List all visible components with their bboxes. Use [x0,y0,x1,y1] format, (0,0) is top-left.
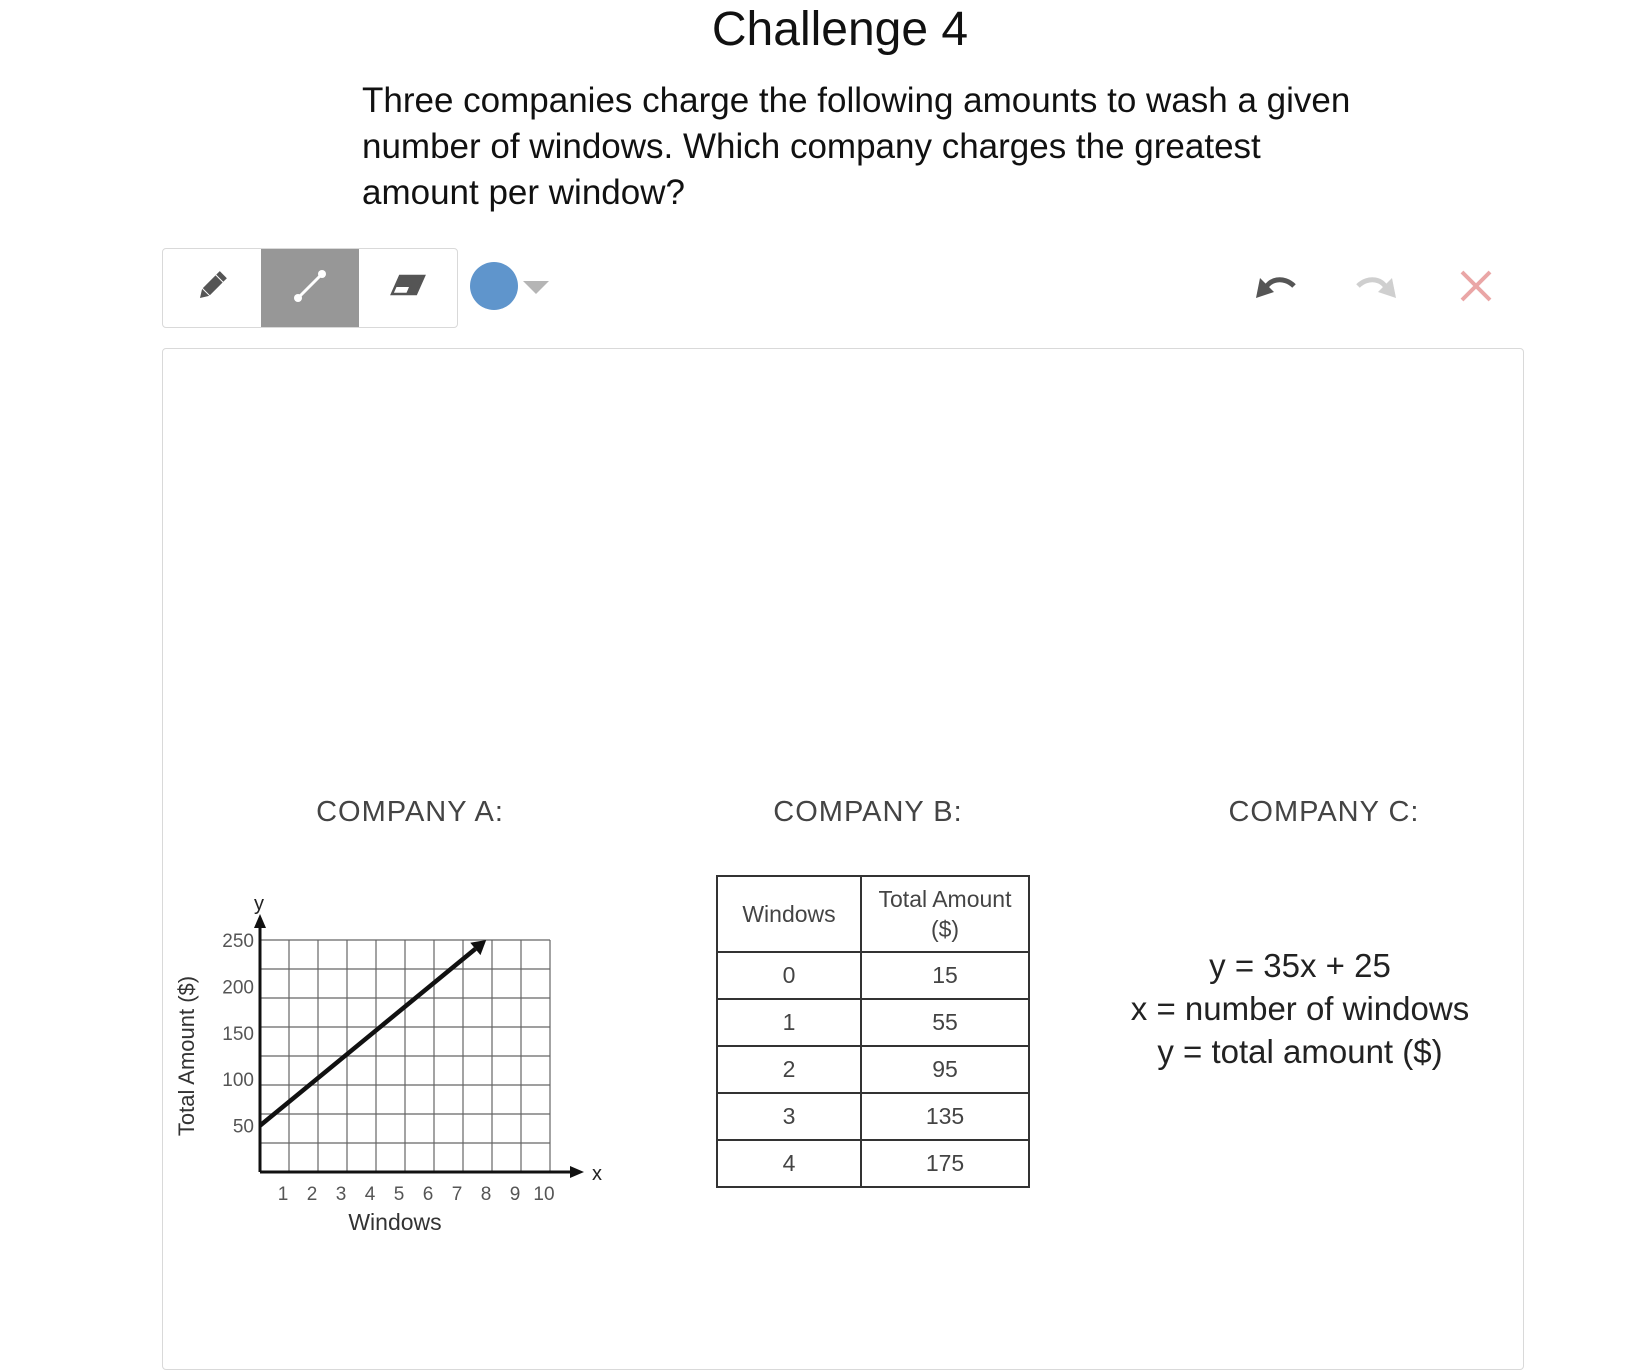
question-text: Three companies charge the following amounts to wash a given number of windows. Which company charges the greatest amount per window? [362,81,1351,212]
table-cell: 1 [717,999,861,1046]
pencil-tool-button[interactable] [163,249,261,327]
equation-line: y = total amount ($) [1157,1033,1443,1070]
table-cell: 4 [717,1140,861,1187]
table-header-row [717,876,1029,952]
equation-line: x = number of windows [1130,990,1470,1027]
x-tick-label: 7 [451,1184,463,1205]
y-tick-label: 200 [222,977,254,999]
x-tick-label: 8 [480,1184,492,1205]
drawing-tools [162,248,458,328]
line-tool-button[interactable] [261,249,359,327]
company-c-equation-block [1090,944,1510,1073]
y-tick-label: 250 [222,931,254,952]
x-tick-label: 3 [335,1184,347,1205]
equation-line: y = 35x + 25 [1209,947,1391,984]
table-cell: 3 [717,1093,861,1140]
redo-icon [1354,268,1398,309]
company-c-label: COMPANY C: [1228,796,1420,828]
table-row [717,1046,1029,1093]
x-axis-name: x [592,1163,602,1185]
table-row [717,999,1029,1046]
eraser-tool-button[interactable] [359,249,457,327]
table-cell: 15 [861,952,1029,999]
y-axis-name: y [254,893,264,915]
y-tick-label: 100 [222,1070,254,1092]
x-tick-label: 10 [533,1184,555,1205]
table-row [717,952,1029,999]
table-cell: 95 [861,1046,1029,1093]
y-axis-arrow [254,914,266,928]
redo-button[interactable] [1352,264,1400,312]
eraser-icon [388,266,428,311]
series-line [260,949,475,1126]
x-tick-label: 2 [306,1184,318,1205]
x-axis-arrow [570,1166,584,1178]
company-a-label: COMPANY A: [316,796,504,828]
color-picker[interactable] [470,262,549,310]
undo-button[interactable] [1252,264,1300,312]
table-row [717,1140,1029,1187]
company-a-chart [170,820,610,1240]
x-tick-label: 4 [364,1184,376,1205]
x-axis-label: Windows [348,1209,442,1235]
table-cell: 175 [861,1140,1029,1187]
company-b-table [716,875,1030,1188]
color-swatch [470,262,518,310]
chevron-down-icon [523,281,549,294]
table-cell: 0 [717,952,861,999]
table-row [717,1093,1029,1140]
table-cell: 135 [861,1093,1029,1140]
x-tick-label: 5 [393,1184,405,1205]
x-tick-label: 9 [509,1184,521,1205]
line-segment-icon [290,266,330,311]
close-icon [1456,266,1496,311]
table-header-windows: Windows [717,876,861,952]
y-tick-label: 50 [232,1116,254,1138]
undo-icon [1254,268,1298,309]
x-tick-label: 1 [277,1184,289,1205]
table-cell: 55 [861,999,1029,1046]
table-header-total-amount: Total Amount ($) [861,876,1029,952]
table-cell: 2 [717,1046,861,1093]
pencil-icon [194,268,230,309]
y-tick-label: 150 [222,1023,254,1045]
clear-button[interactable] [1452,264,1500,312]
page-title: Challenge 4 [711,3,969,56]
company-b-label: COMPANY B: [773,796,963,828]
x-tick-label: 6 [422,1184,434,1205]
y-axis-label: Total Amount ($) [174,975,199,1137]
